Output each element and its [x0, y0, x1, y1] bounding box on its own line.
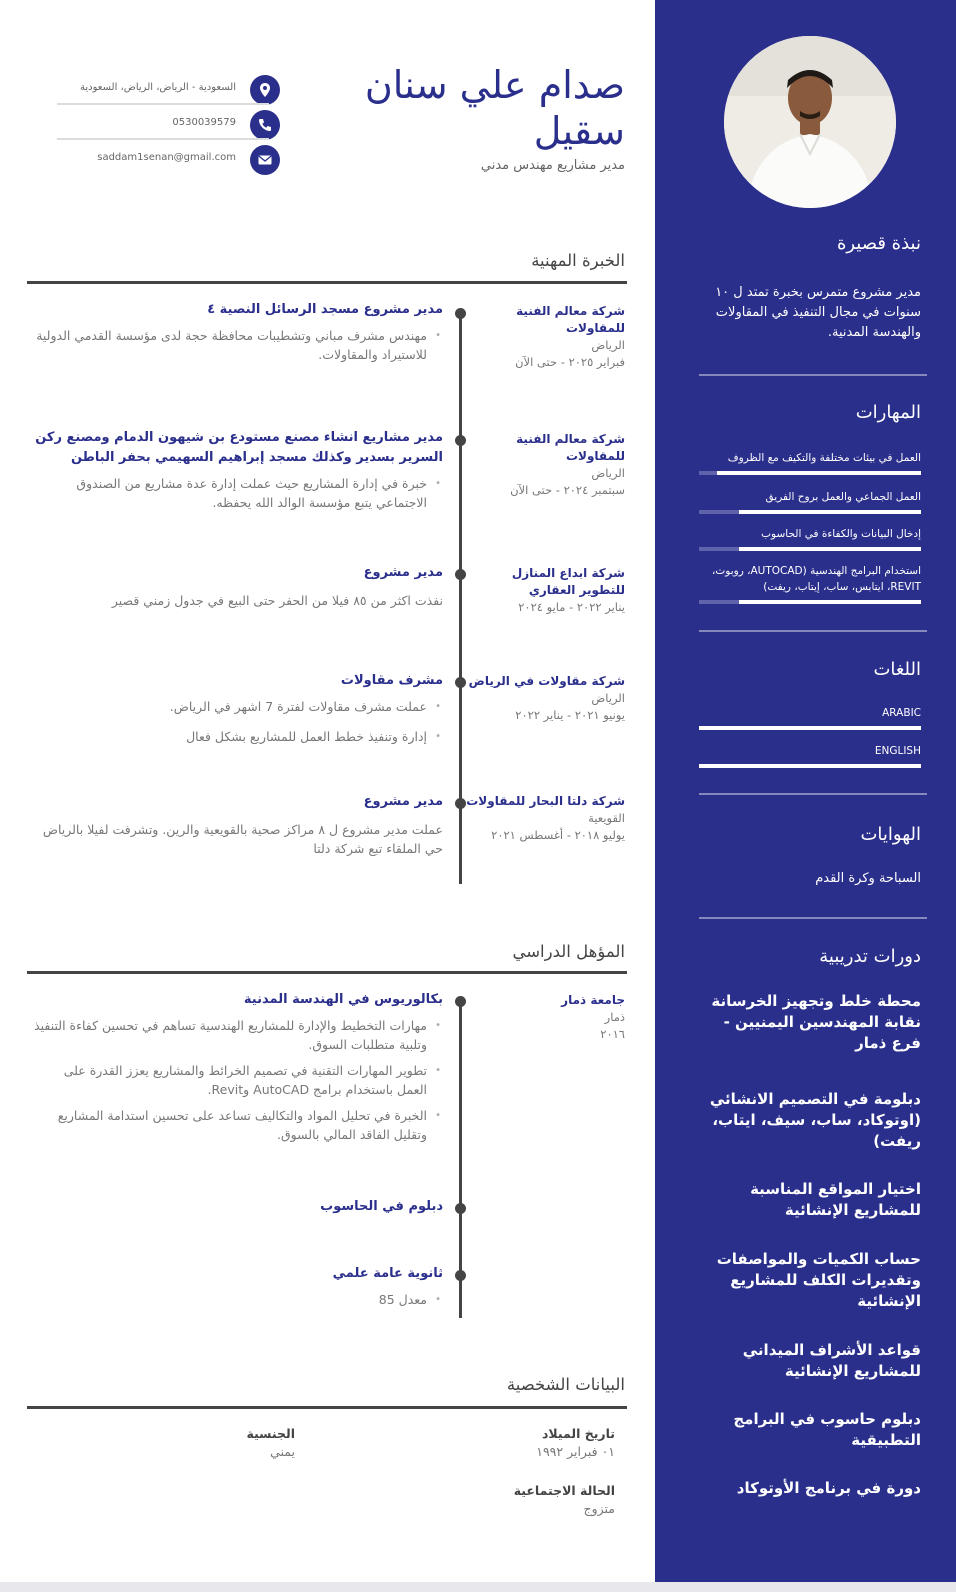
experience-role-block: [33, 300, 443, 371]
degree-bullets: [33, 1016, 443, 1144]
location-text: السعودية - الرياض، الرياض، السعودية: [80, 82, 236, 93]
job-dates: سبتمبر ٢٠٢٤ - حتى الآن: [510, 483, 625, 497]
experience-company-block: [465, 793, 625, 844]
job-subtitle: مدير مشاريع مهندس مدني: [480, 158, 625, 173]
nationality-label: الجنسية: [246, 1426, 295, 1441]
section-rule: [27, 281, 627, 284]
degree-bullet: • الخبرة في تحليل المواد والتكاليف تساعد على تحسين استدامة المشاريع وتقليل الفاقد المالي بالسوق.: [33, 1106, 443, 1144]
experience-heading: الخبرة المهنية: [531, 251, 625, 270]
languages-heading: اللغات: [873, 659, 921, 680]
graduation-year: ٢٠١٦: [600, 1027, 625, 1041]
education-degree-block: [33, 1264, 443, 1316]
skill-label: العمل في بيئات مختلفة والتكيف مع الظروف: [727, 452, 921, 464]
company-name: شركة معالم الفنية للمقاولات: [516, 432, 625, 463]
course-item: حساب الكميات والمواصفات وتقديرات الكلف للمشاريع الإنشائية: [716, 1250, 921, 1310]
school-location: ذمار: [604, 1010, 625, 1024]
education-degree-block: [33, 990, 443, 1151]
experience-company-block: [465, 431, 625, 499]
company-location: الرياض: [591, 691, 625, 705]
skill-bar-remainder: [699, 471, 717, 475]
course-item: قواعد الأشراف الميداني للمشاريع الإنشائية: [742, 1341, 921, 1380]
skill-bar-remainder: [699, 510, 739, 514]
hobbies-text: السباحة وكرة القدم: [815, 871, 921, 886]
about-text: مدير مشروع متمرس بخبرة تمتد ل ١٠ سنوات في مجال التنفيذ في المقاولات والهندسة المدنية.: [715, 285, 921, 340]
skill-label: العمل الجماعي والعمل بروح الفريق: [765, 491, 921, 503]
birth-date-label: تاريخ الميلاد: [541, 1426, 615, 1441]
degree-title: ثانوية عامة علمي: [332, 1266, 443, 1281]
about-heading: نبذة قصيرة: [836, 233, 921, 254]
name-line-1: صدام علي سنان: [364, 63, 625, 107]
sidebar-divider: [699, 630, 927, 632]
skill-bar: [699, 547, 921, 551]
job-dates: فبراير ٢٠٢٥ - حتى الآن: [515, 355, 625, 369]
job-bullet: • عملت مشرف مقاولات لفترة 7 اشهر في الرياض.: [33, 697, 443, 716]
language-item: [699, 743, 921, 768]
skill-label: إدخال البيانات والكفاءة في الحاسوب: [761, 528, 921, 540]
birth-date-value: ٠١ فبراير ١٩٩٢: [536, 1444, 615, 1459]
course-item: دورة في برنامج الأوتوكاد: [736, 1479, 921, 1497]
company-name: شركة معالم الفنية للمقاولات: [516, 304, 625, 335]
contact-email: [40, 145, 280, 181]
email-text: saddam1senan@gmail.com: [97, 152, 236, 163]
experience-company-block: [465, 565, 625, 616]
job-dates: يناير ٢٠٢٢ - مايو ٢٠٢٤: [518, 600, 625, 614]
job-title: مدير مشروع مسجد الرسائل النصية ٤: [207, 302, 443, 317]
full-name: [325, 62, 625, 154]
course-item: دبلومة في التصميم الانشائي (اوتوكاد، ساب، سيف، ايتاب، ريفت): [709, 1090, 921, 1150]
name-line-2: سقيل: [533, 109, 625, 153]
sidebar-divider: [699, 793, 927, 795]
job-title: مدير مشروع: [363, 565, 443, 580]
degree-title: بكالوريوس في الهندسة المدنية: [243, 992, 443, 1007]
sidebar: [655, 0, 956, 1582]
job-title: مدير مشروع: [363, 794, 443, 809]
experience-role-block: [33, 792, 443, 858]
location-pin-icon: [250, 75, 280, 105]
courses-heading: دورات تدريبية: [819, 946, 921, 967]
section-rule: [27, 971, 627, 974]
contact-divider: [57, 103, 269, 105]
experience-role-block: [33, 563, 443, 610]
skill-item: [699, 450, 921, 475]
nationality-value: يمني: [270, 1444, 295, 1459]
job-title: مشرف مقاولات: [340, 673, 443, 688]
degree-title: دبلوم في الحاسوب: [320, 1199, 443, 1214]
language-bar: [699, 764, 921, 768]
section-rule: [27, 1406, 627, 1409]
job-bullets: [33, 326, 443, 364]
language-label: ENGLISH: [874, 745, 921, 757]
education-degree-block: [33, 1197, 443, 1217]
education-heading: المؤهل الدراسي: [512, 942, 625, 961]
skill-bar: [699, 471, 921, 475]
contact-location: [40, 75, 280, 111]
company-name: شركة ابداع المنازل للتطوير العقاري: [511, 566, 625, 597]
degree-bullet: • مهارات التخطيط والإدارة للمشاريع الهندسية تساهم في تحسين كفاءة التنفيذ وتلبية متطلبات السوق.: [33, 1016, 443, 1054]
job-description: عملت مدير مشروع ل ٨ مراكز صحية بالقويعية والرين. وتشرفت لفيلا بالرياض حي الملقاء تبع شركة دلتا: [42, 822, 443, 856]
sidebar-divider: [699, 374, 927, 376]
job-description: نفذت اكثر من ٨٥ فيلا من الحفر حتى البيع في جدول زمني قصير: [111, 593, 443, 608]
job-bullet: • مهندس مشرف مباني وتشطيبات محافظة حجة لدى مؤسسة القدمي الدولية للاستيراد والمقاولات.: [33, 326, 443, 364]
education-school-block: [465, 992, 625, 1043]
language-item: [699, 705, 921, 730]
marital-status-field: [514, 1482, 615, 1518]
skill-label: استخدام البرامج الهندسية (AUTOCAD، روبوت، REVIT، ايتابس، ساب، إيتاب، ريفت): [712, 565, 921, 593]
course-item: اختيار المواقع المناسبة للمشاريع الإنشائية: [750, 1180, 921, 1219]
degree-bullet: • تطوير المهارات التقنية في تصميم الخرائط والمشاريع يعزز القدرة على العمل باستخدام برامج AutoCAD وRevit.: [33, 1061, 443, 1099]
school-name: جامعة ذمار: [561, 993, 625, 1007]
birth-date-field: [536, 1425, 615, 1461]
company-location: القويعية: [588, 811, 625, 825]
profile-photo: [724, 36, 896, 208]
skill-item: [699, 526, 921, 551]
company-name: شركة مقاولات في الرياض: [468, 674, 625, 688]
contact-phone: [40, 110, 280, 146]
job-bullet: • خبرة في إدارة المشاريع حيث عملت إدارة عدة مشاريع من الصندوق الاجتماعي يتبع مؤسسة الوالد الله يحفظه.: [33, 474, 443, 512]
phone-icon: [250, 110, 280, 140]
job-bullet: • إدارة وتنفيذ خطط العمل للمشاريع بشكل فعال: [33, 727, 443, 746]
experience-role-block: [33, 671, 443, 753]
sidebar-divider: [699, 917, 927, 919]
skills-heading: المهارات: [855, 402, 921, 423]
contact-divider: [57, 138, 269, 140]
job-bullets: [33, 697, 443, 746]
experience-company-block: [465, 673, 625, 724]
job-dates: يونيو ٢٠٢١ - يناير ٢٠٢٢: [515, 708, 625, 722]
course-item: دبلوم حاسوب في البرامج التطبيقية: [733, 1410, 921, 1449]
timeline-dot: [455, 1270, 466, 1281]
company-name: شركة دلتا البحار للمقاولات: [466, 794, 625, 808]
skill-bar: [699, 510, 921, 514]
timeline-dot: [455, 1203, 466, 1214]
nationality-field: [247, 1425, 296, 1461]
experience-role-block: [33, 428, 443, 519]
degree-bullet: • معدل 85: [33, 1290, 443, 1309]
skill-item: [699, 563, 921, 604]
job-title: مدير مشاريع انشاء مصنع مستودع بن شيهون الدمام ومصنع ركن السرير بسدير وكذلك مسجد إبراهيم السهيمي بحفر الباطن: [35, 430, 443, 465]
marital-status-label: الحالة الاجتماعية: [513, 1483, 615, 1498]
degree-bullets: [33, 1290, 443, 1309]
course-item: محطة خلط وتجهيز الخرسانة نقابة المهندسين اليمنيين - فرع ذمار: [711, 992, 921, 1052]
hobbies-heading: الهوايات: [860, 824, 921, 845]
phone-text: 0530039579: [172, 117, 236, 128]
job-bullets: [33, 474, 443, 512]
company-location: الرياض: [591, 338, 625, 352]
skill-bar-remainder: [699, 547, 739, 551]
skill-bar: [699, 600, 921, 604]
marital-status-value: متزوج: [583, 1501, 615, 1516]
personal-heading: البيانات الشخصية: [506, 1375, 625, 1394]
experience-company-block: [465, 303, 625, 371]
job-dates: يوليو ٢٠١٨ - أغسطس ٢٠٢١: [491, 828, 625, 842]
language-label: ARABIC: [882, 707, 921, 719]
company-location: الرياض: [591, 466, 625, 480]
language-bar: [699, 726, 921, 730]
skill-bar-remainder: [699, 600, 739, 604]
envelope-icon: [250, 145, 280, 175]
skill-item: [699, 489, 921, 514]
